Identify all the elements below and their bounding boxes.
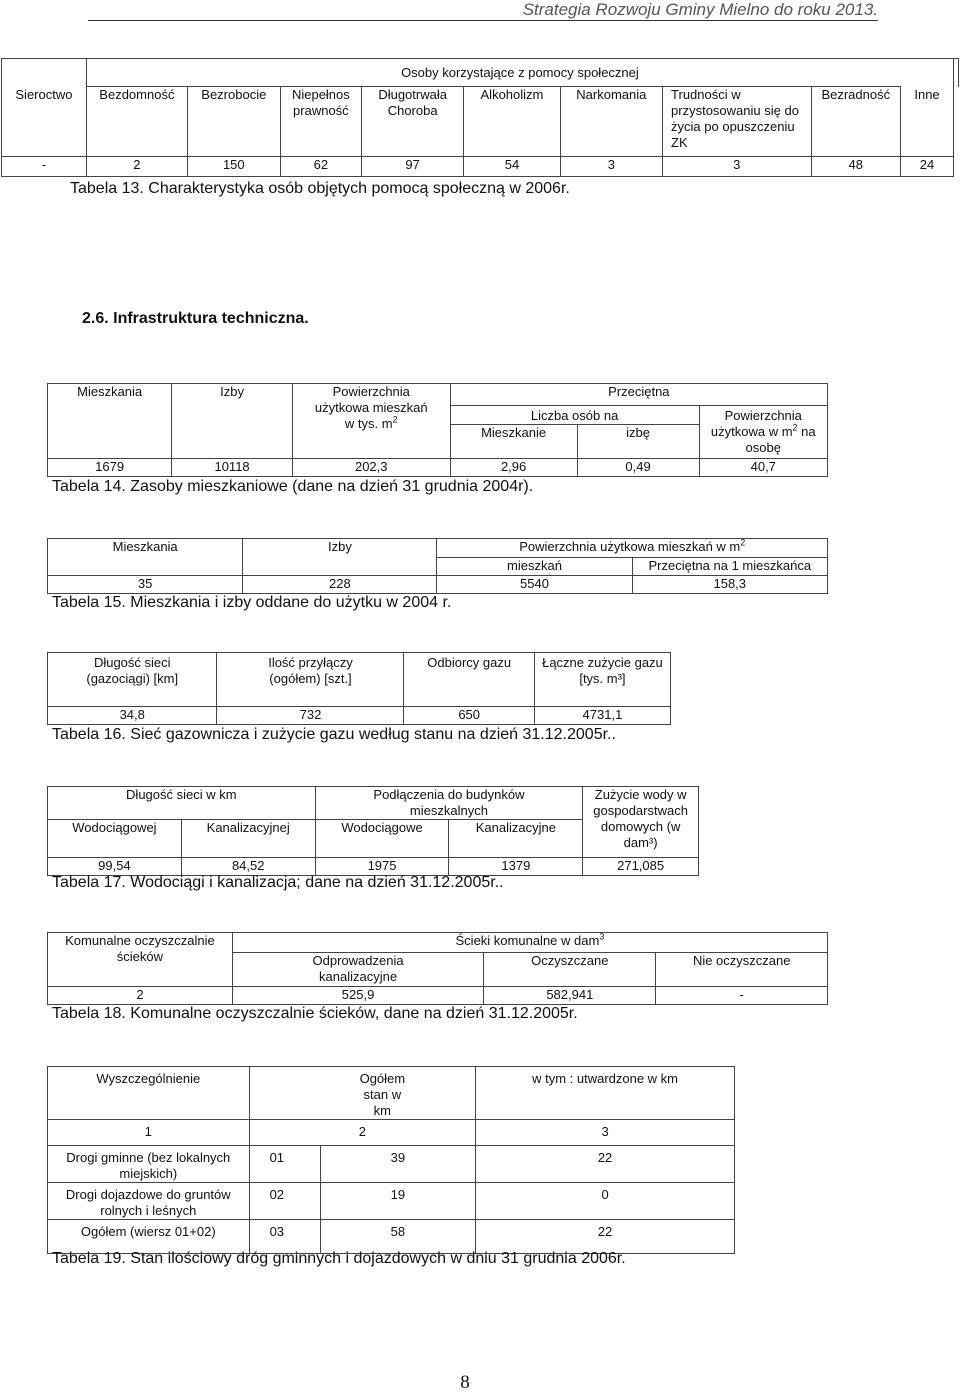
- t18-h-sub: Nie oczyszczane: [656, 953, 828, 987]
- t14-h-pow: Powierzchnia użytkowa mieszkań w tys. m: [314, 384, 428, 431]
- t19-row-hard: 22: [476, 1146, 735, 1183]
- t14-h-pow2-b: na osobę: [745, 424, 816, 455]
- t13-col: Sieroctwo: [2, 87, 87, 157]
- table-16: [47, 652, 671, 725]
- table-13: [1, 58, 959, 177]
- t15-val: 228: [243, 576, 437, 594]
- t13-col: Bezrobocie: [187, 87, 280, 157]
- t19-h: Ogółem stan w km: [249, 1067, 476, 1120]
- t19-h: w tym : utwardzone w km: [476, 1067, 735, 1120]
- t18-h-sub: Oczyszczane: [484, 953, 656, 987]
- t13-group-header: Osoby korzystające z pomocy społecznej: [86, 59, 953, 87]
- t13-col: Bezdomność: [86, 87, 187, 157]
- t14-val: 0,49: [577, 459, 699, 477]
- t17-val: 84,52: [181, 858, 315, 876]
- t13-val: 3: [560, 157, 662, 177]
- t17-h-sub: Kanalizacyjnej: [181, 820, 315, 858]
- t14-h-izbe: izbę: [577, 425, 699, 459]
- table-17: [47, 786, 699, 876]
- t13-val: 97: [362, 157, 464, 177]
- t15-h-pow: Powierzchnia użytkowa mieszkań w m: [519, 539, 741, 554]
- table-18: [47, 932, 828, 1005]
- t17-val: 1975: [315, 858, 449, 876]
- t19-num: 1: [48, 1120, 250, 1146]
- t17-h-sub: Wodociągowe: [315, 820, 449, 858]
- t16-val: 650: [404, 707, 534, 725]
- t13-col: Długotrwała Choroba: [362, 87, 464, 157]
- t19-row-hard: 0: [476, 1183, 735, 1220]
- t13-val: 2: [86, 157, 187, 177]
- t13-col: Inne: [901, 87, 954, 157]
- table-16-caption: Tabela 16. Sieć gazownicza i zużycie gazu według stanu na dzień 31.12.2005r..: [52, 726, 616, 743]
- t14-val: 202,3: [292, 459, 450, 477]
- t14-h-mieszkanie: Mieszkanie: [450, 425, 577, 459]
- table-13-caption: Tabela 13. Charakterystyka osób objętych pomocą społeczną w 2006r.: [70, 180, 570, 197]
- t14-h-pow-sup: 2: [392, 414, 398, 425]
- t14-h-przecietna: Przeciętna: [450, 384, 827, 406]
- t14-val: 40,7: [699, 459, 827, 477]
- table-14-caption: Tabela 14. Zasoby mieszkaniowe (dane na dzień 31 grudnia 2004r).: [52, 478, 534, 495]
- t19-row-total: 58: [320, 1220, 476, 1254]
- t15-h-mieszkan: mieszkań: [437, 558, 632, 576]
- t14-h-mieszkania: Mieszkania: [48, 384, 172, 459]
- t15-val: 158,3: [632, 576, 827, 594]
- t13-col: Narkomania: [560, 87, 662, 157]
- t13-col: Bezradność: [811, 87, 901, 157]
- t19-num: 2: [249, 1120, 476, 1146]
- t19-h: Wyszczególnienie: [48, 1067, 250, 1120]
- t13-val: 48: [811, 157, 901, 177]
- t17-val: 271,085: [583, 858, 699, 876]
- t15-h-przec: Przeciętna na 1 mieszkańca: [632, 558, 827, 576]
- t16-col: Długość sieci (gazociągi) [km]: [48, 653, 217, 707]
- t16-val: 4731,1: [534, 707, 670, 725]
- t18-val: 2: [48, 987, 233, 1005]
- t14-h-izby: Izby: [172, 384, 293, 459]
- t18-h-sub: Odprowadzenia kanalizacyjne: [232, 953, 483, 987]
- t17-h-zuzycie: Zużycie wody w gospodarstwach domowych (w dam³): [583, 787, 699, 858]
- t19-row-code: 03: [249, 1220, 320, 1254]
- t19-row-code: 02: [249, 1183, 320, 1220]
- table-19: [47, 1066, 735, 1254]
- t13-col: Trudności w przystosowaniu się do życia po opuszczeniu ZK: [663, 87, 812, 157]
- t19-row-label: Drogi dojazdowe do gruntów rolnych i leśnych: [48, 1183, 250, 1220]
- t19-row-total: 19: [320, 1183, 476, 1220]
- t16-col: Łączne zużycie gazu [tys. m³]: [534, 653, 670, 707]
- section-heading: 2.6. Infrastruktura techniczna.: [82, 310, 309, 327]
- running-header: Strategia Rozwoju Gminy Mielno do roku 2013.: [522, 0, 878, 19]
- t16-val: 34,8: [48, 707, 217, 725]
- t16-col: Ilość przyłączy (ogółem) [szt.]: [217, 653, 404, 707]
- t14-h-liczba: Liczba osób na: [450, 406, 699, 425]
- t18-h-kom: Komunalne oczyszczalnie ścieków: [48, 933, 233, 987]
- t13-val: 24: [901, 157, 954, 177]
- t19-num: 3: [476, 1120, 735, 1146]
- t15-h-mieszkania: Mieszkania: [48, 539, 243, 576]
- t14-val: 10118: [172, 459, 293, 477]
- t13-val: 54: [464, 157, 560, 177]
- t13-val: 3: [663, 157, 812, 177]
- t17-val: 99,54: [48, 858, 182, 876]
- t13-col: Niepełnos prawność: [280, 87, 361, 157]
- t14-val: 1679: [48, 459, 172, 477]
- t18-h-sciek-sup: 3: [599, 931, 605, 942]
- header-rule: [88, 20, 878, 21]
- t17-h-podl: Podłączenia do budynków mieszkalnych: [315, 787, 583, 820]
- t16-val: 732: [217, 707, 404, 725]
- t18-val: -: [656, 987, 828, 1005]
- table-15-caption: Tabela 15. Mieszkania i izby oddane do użytku w 2004 r.: [52, 594, 452, 611]
- t18-val: 525,9: [232, 987, 483, 1005]
- t13-val: -: [2, 157, 87, 177]
- t15-h-pow-sup: 2: [740, 537, 746, 548]
- t19-row-code: 01: [249, 1146, 320, 1183]
- table-17-caption: Tabela 17. Wodociągi i kanalizacja; dane na dzień 31.12.2005r..: [52, 874, 504, 891]
- t13-val: 150: [187, 157, 280, 177]
- t18-val: 582,941: [484, 987, 656, 1005]
- t15-h-izby: Izby: [243, 539, 437, 576]
- t16-col: Odbiorcy gazu: [404, 653, 534, 707]
- t18-h-sciek: Ścieki komunalne w dam: [455, 933, 600, 948]
- t13-col: Alkoholizm: [464, 87, 560, 157]
- t17-val: 1379: [449, 858, 583, 876]
- table-14: [47, 383, 828, 477]
- t17-h-sub: Kanalizacyjne: [449, 820, 583, 858]
- t17-h-sub: Wodociągowej: [48, 820, 182, 858]
- page-number: 8: [460, 1372, 470, 1393]
- t19-row-label: Drogi gminne (bez lokalnych miejskich): [48, 1146, 250, 1183]
- t15-val: 5540: [437, 576, 632, 594]
- t15-val: 35: [48, 576, 243, 594]
- t14-val: 2,96: [450, 459, 577, 477]
- t19-row-total: 39: [320, 1146, 476, 1183]
- t19-row-hard: 22: [476, 1220, 735, 1254]
- t13-val: 62: [280, 157, 361, 177]
- table-18-caption: Tabela 18. Komunalne oczyszczalnie ścieków, dane na dzień 31.12.2005r.: [52, 1005, 578, 1022]
- t14-h-pow2: Powierzchnia użytkowa w m: [710, 408, 802, 439]
- t19-row-label: Ogółem (wiersz 01+02): [48, 1220, 250, 1254]
- t17-h-dlugosc: Długość sieci w km: [48, 787, 316, 820]
- t14-h-pow2-sup: 2: [792, 422, 798, 433]
- table-15: [47, 538, 828, 594]
- table-19-caption: Tabela 19. Stan ilościowy dróg gminnych i dojazdowych w dniu 31 grudnia 2006r.: [52, 1250, 626, 1267]
